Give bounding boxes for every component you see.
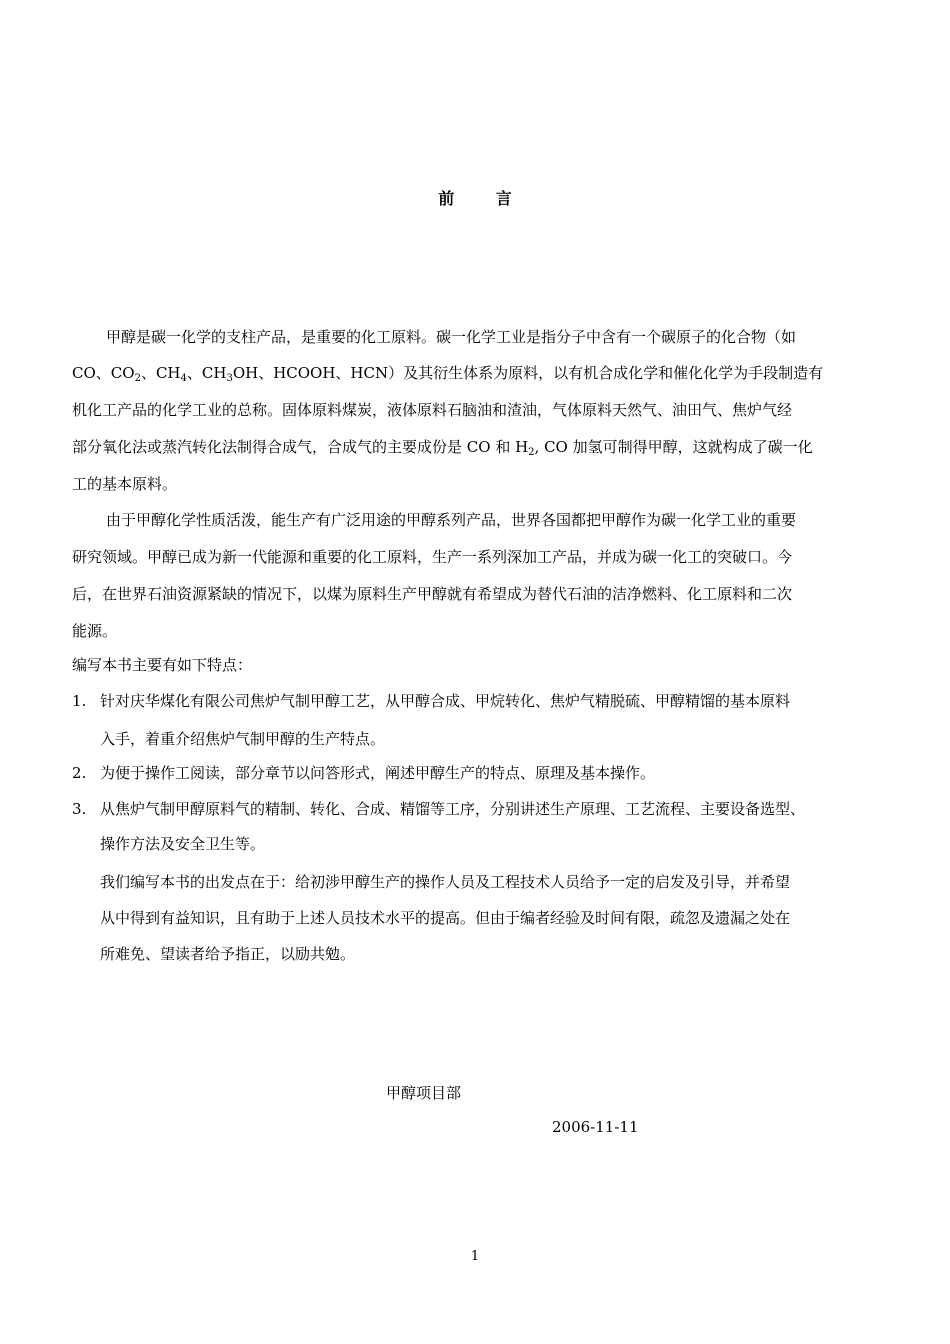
paragraph-1-line-2: CO、$CO_2$、$CH_4$、$CH_3OH$、HCOOH、HCN）及其衍生体系为原料，以有机合成化学和催化化学为手段制造有 [72,364,824,384]
closing-line-3: 所难免、望读者给予指正，以励共勉。 [100,945,356,963]
date: 2006-11-11 [552,1118,639,1136]
list-item-3-line-1: 从焦炉气制甲醇原料气的精制、转化、合成、精馏等工序，分别讲述生产原理、工艺流程、主要设备选型、 [100,800,806,818]
page-number: 1 [470,1249,480,1264]
list-item-1-number: 1. [72,692,87,710]
list-intro: 编写本书主要有如下特点： [72,656,253,674]
list-item-1-line-2: 入手，着重介绍焦炉气制甲醇的生产特点。 [100,730,386,748]
closing-line-1: 我们编写本书的出发点在于：给初涉甲醇生产的操作人员及工程技术人员给予一定的启发及引导，并希望 [100,873,791,891]
list-item-3-line-2: 操作方法及安全卫生等。 [100,835,266,853]
paragraph-2-line-4: 能源。 [72,622,118,640]
page-title: 前 言 [438,189,530,208]
list-item-1-line-1: 针对庆华煤化有限公司焦炉气制甲醇工艺，从甲醇合成、甲烷转化、焦炉气精脱硫、甲醇精馏的基本原料 [100,692,791,710]
paragraph-1-line-4: 部分氧化法或蒸汽转化法制得合成气，合成气的主要成份是 CO 和 $H_2$, CO 加氢可制得甲醇，这就构成了碳一化 [72,438,813,458]
list-item-2-line-1: 为便于操作工阅读，部分章节以问答形式，阐述甲醇生产的特点、原理及基本操作。 [100,764,656,782]
paragraph-1-line-1: 甲醇是碳一化学的支柱产品，是重要的化工原料。碳一化学工业是指分子中含有一个碳原子的化合物（如 [106,328,797,346]
list-item-3-number: 3. [72,800,87,818]
paragraph-2-line-1: 由于甲醇化学性质活泼，能生产有广泛用途的甲醇系列产品，世界各国都把甲醇作为碳一化学工业的重要 [106,511,797,529]
paragraph-2-line-3: 后，在世界石油资源紧缺的情况下，以煤为原料生产甲醇就有希望成为替代石油的洁净燃料、化工原料和二次 [72,585,793,603]
list-item-2-number: 2. [72,764,87,782]
closing-line-2: 从中得到有益知识，且有助于上述人员技术水平的提高。但由于编者经验及时间有限，疏忽及遗漏之处在 [100,909,791,927]
signature: 甲醇项目部 [386,1084,462,1102]
paragraph-1-line-5: 工的基本原料。 [72,475,178,493]
paragraph-2-line-2: 研究领域。甲醇已成为新一代能源和重要的化工原料，生产一系列深加工产品，并成为碳一化工的突破口。今 [72,548,793,566]
paragraph-1-line-3: 机化工产品的化学工业的总称。固体原料煤炭，液体原料石脑油和渣油，气体原料天然气、油田气、焦炉气经 [72,401,793,419]
